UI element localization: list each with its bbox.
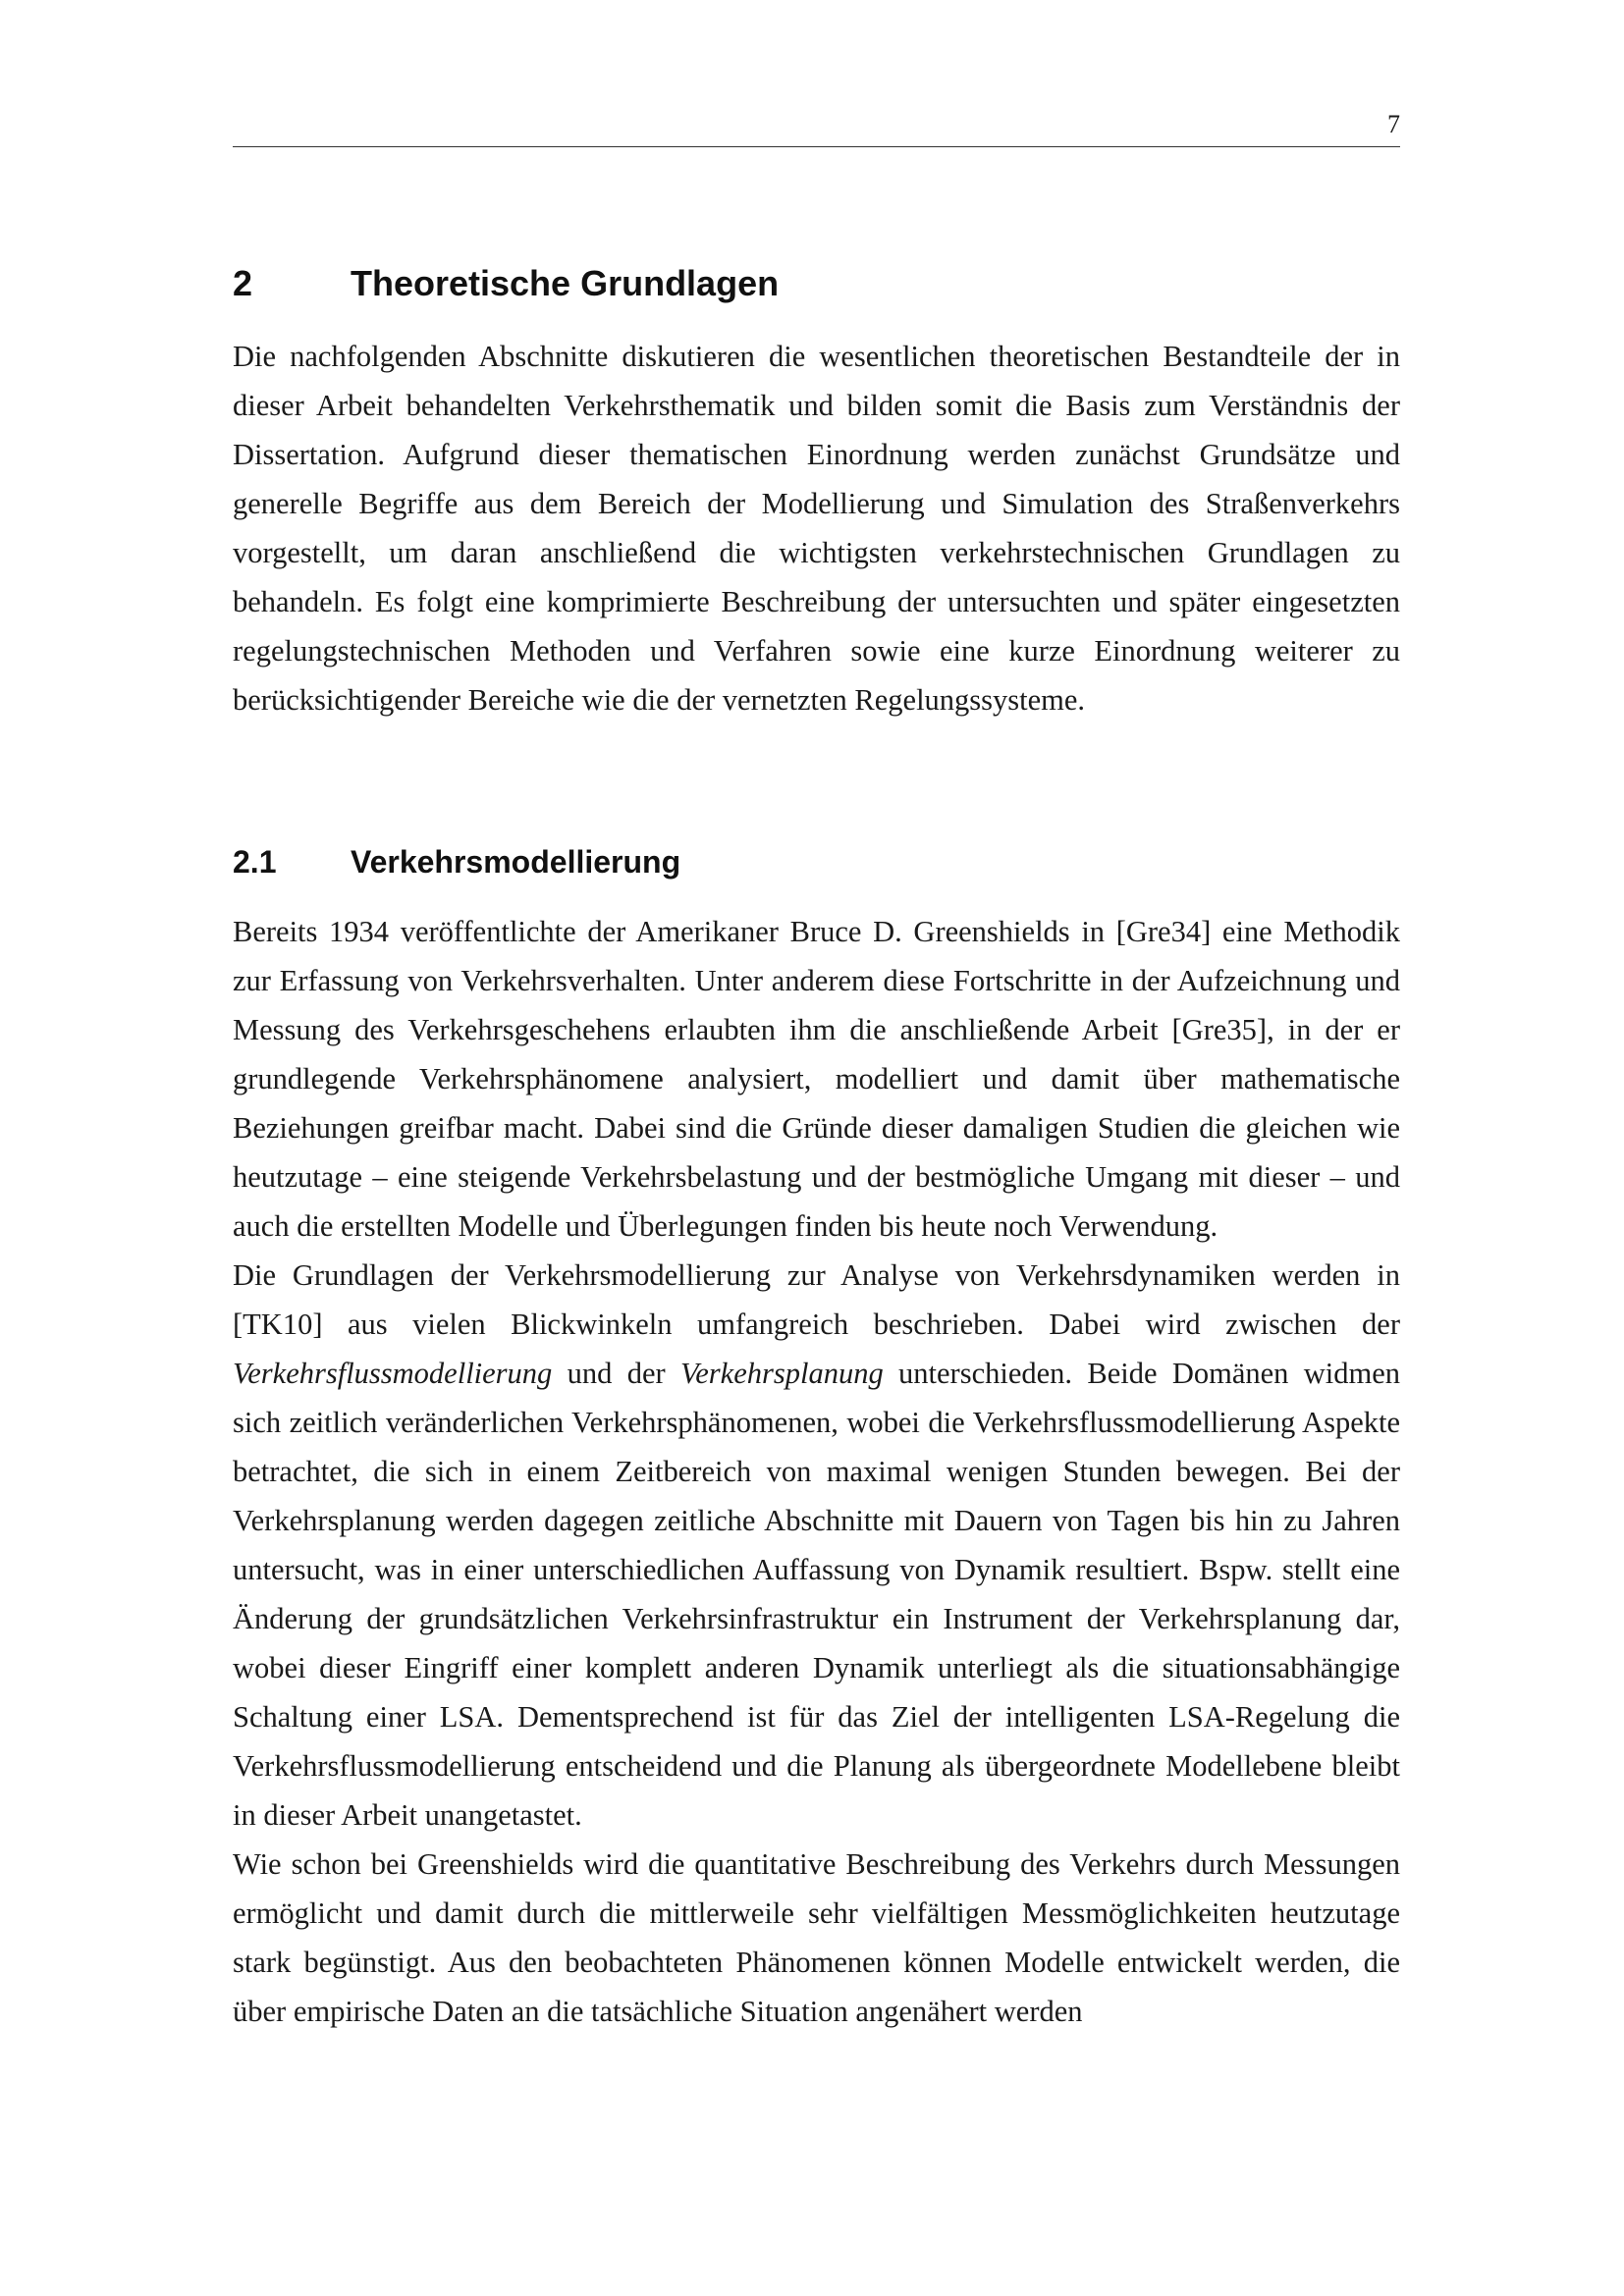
section-heading bbox=[233, 842, 680, 881]
chapter-title: Theoretische Grundlagen bbox=[351, 263, 780, 303]
chapter-intro-paragraph: Die nachfolgenden Abschnitte diskutieren die wesentlichen theoretischen Bestandteile der in dieser Arbeit behandelten Verkehrsthematik und bilden somit die Basis zum Verständnis der Dissertation. Aufgrund dieser thematischen Einordnung werden zunächst Grundsätze und generelle Begriffe aus dem Bereich der Modellierung und Simulation des Straßenverkehrs vorgestellt, um daran anschließend die wichtigsten verkehrstechnischen Grundlagen zu behandeln. Es folgt eine komprimierte Beschreibung der untersuchten und später eingesetzten regelungstechnischen Methoden und Verfahren sowie eine kurze Einordnung weiterer zu berücksichtigender Bereiche wie die der vernetzten Regelungssysteme. bbox=[233, 340, 1400, 717]
paragraph-2-text-1: Die Grundlagen der Verkehrsmodellierung zur Analyse von Verkehrsdynamiken werden in [TK10] aus vielen Blickwinkeln umfangreich beschrieben. Dabei wird zwischen der bbox=[233, 1258, 1400, 1341]
section-paragraph-1: Bereits 1934 veröffentlichte der Amerikaner Bruce D. Greenshields in [Gre34] eine Methodik zur Erfassung von Verkehrsverhalten. Unter anderem diese Fortschritte in der Aufzeichnung und Messung des Verkehrsgeschehens erlaubten ihm die anschließende Arbeit [Gre35], in der er grundlegende Verkehrsphänomene analysiert, modelliert und damit über mathematische Beziehungen greifbar macht. Dabei sind die Gründe dieser damaligen Studien die gleichen wie heutzutage – eine steigende Verkehrsbelastung und der bestmögliche Umgang mit dieser – und auch die erstellten Modelle und Überlegungen finden bis heute noch Verwendung. bbox=[233, 915, 1400, 1243]
section-body bbox=[233, 907, 1400, 2036]
section-paragraph-2 bbox=[233, 1251, 1400, 1840]
paragraph-2-text-2: und der bbox=[552, 1357, 680, 1390]
page-number: 7 bbox=[1387, 110, 1400, 138]
term-verkehrsflussmodellierung: Verkehrsflussmodellierung bbox=[233, 1357, 553, 1390]
chapter-heading bbox=[233, 261, 779, 306]
chapter-intro bbox=[233, 332, 1400, 724]
term-verkehrsplanung: Verkehrsplanung bbox=[680, 1357, 884, 1390]
section-number: 2.1 bbox=[233, 844, 277, 880]
header-rule bbox=[233, 146, 1400, 147]
paragraph-2-text-3: unterschieden. Beide Domänen widmen sich zeitlich veränderlichen Verkehrsphänomenen, wobei die Verkehrsflussmodellierung Aspekte betrachtet, die sich in einem Zeitbereich von maximal wenigen Stunden bewegen. Bei der Verkehrsplanung werden dagegen zeitliche Abschnitte mit Dauern von Tagen bis hin zu Jahren untersucht, was in einer unterschiedlichen Auffassung von Dynamik resultiert. Bspw. stellt eine Änderung der grundsätzlichen Verkehrsinfrastruktur ein Instrument der Verkehrsplanung dar, wobei dieser Eingriff einer komplett anderen Dynamik unterliegt als die situationsabhängige Schaltung einer LSA. Dementsprechend ist für das Ziel der intelligenten LSA-Regelung die Verkehrsflussmodellierung entscheidend und die Planung als übergeordnete Modellebene bleibt in dieser Arbeit unangetastet. bbox=[233, 1357, 1400, 1832]
section-paragraph-3: Wie schon bei Greenshields wird die quantitative Beschreibung des Verkehrs durch Messungen ermöglicht und damit durch die mittlerweile sehr vielfältigen Messmöglichkeiten heutzutage stark begünstigt. Aus den beobachteten Phänomenen können Modelle entwickelt werden, die über empirische Daten an die tatsächliche Situation angenähert werden bbox=[233, 1847, 1400, 2028]
chapter-number: 2 bbox=[233, 263, 253, 303]
section-title: Verkehrsmodellierung bbox=[351, 844, 681, 880]
